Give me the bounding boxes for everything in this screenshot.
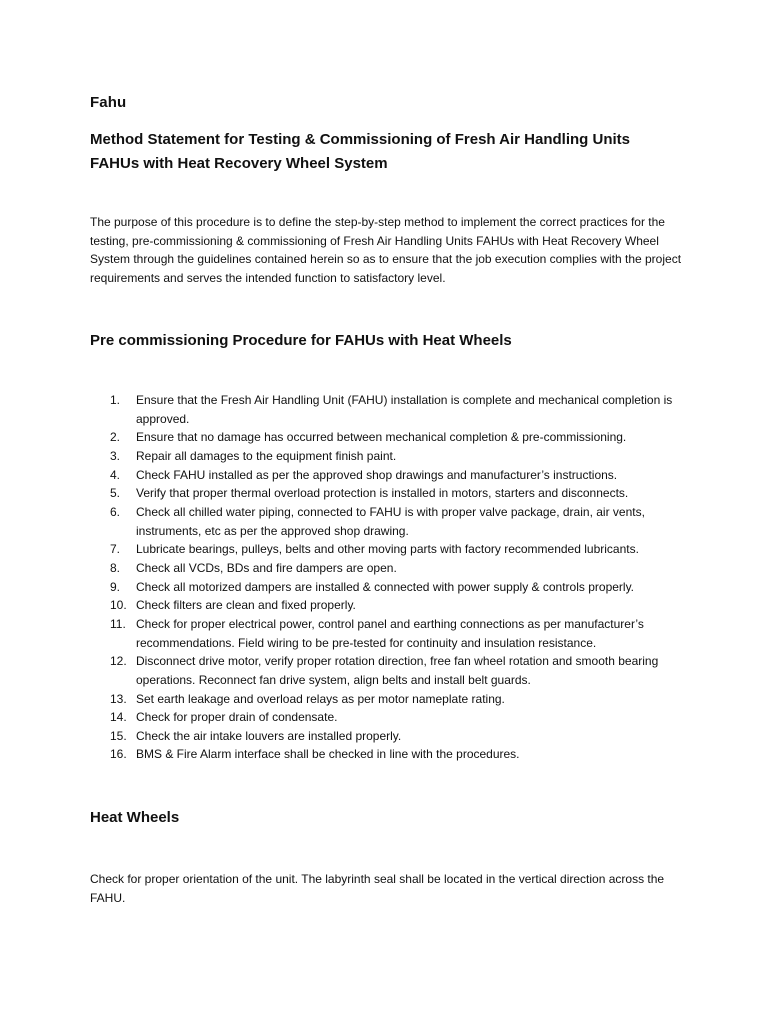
step-text: Check for proper drain of condensate.: [136, 710, 338, 725]
step-text: Disconnect drive motor, verify proper rotation direction, free fan wheel rotation and smooth bearing operations. Reconnect fan drive system, align belts and install belt guards.: [136, 654, 659, 687]
step-number: 9.: [110, 579, 121, 594]
step-number: 15.: [110, 728, 127, 743]
step-text: Check the air intake louvers are installed properly.: [136, 728, 402, 743]
step-number: 12.: [110, 654, 127, 669]
precommissioning-step: [90, 484, 690, 503]
step-text: Repair all damages to the equipment finish paint.: [136, 448, 397, 463]
step-number: 13.: [110, 691, 127, 706]
step-number: 7.: [110, 542, 121, 557]
step-number: 6.: [110, 504, 121, 519]
precommissioning-step: [90, 540, 690, 559]
precommissioning-step: [90, 428, 690, 447]
step-number: 14.: [110, 710, 127, 725]
heat-wheels-heading: Heat Wheels: [90, 809, 180, 826]
precommissioning-step: [90, 708, 690, 727]
step-number: 8.: [110, 560, 121, 575]
step-number: 11.: [110, 616, 126, 631]
step-text: Check all motorized dampers are installed & connected with power supply & controls properly.: [136, 579, 635, 594]
precommissioning-step: [90, 559, 690, 578]
precommissioning-step: [90, 503, 690, 540]
step-text: Check for proper electrical power, control panel and earthing connections as per manufacturer’s recommendations. Field wiring to be pre-tested for continuity and insulation resistance.: [136, 616, 644, 650]
precommissioning-step: [90, 466, 690, 485]
precommissioning-step: [90, 652, 690, 689]
step-text: Check all VCDs, BDs and fire dampers are open.: [136, 560, 397, 575]
purpose-paragraph: The purpose of this procedure is to define the step-by-step method to implement the correct practices for the testing, pre-commissioning & commissioning of Fresh Air Handling Units FAHUs with Heat Recovery Wheel System through the guidelines contained herein so as to ensure that the job execution complies with the project requirements and serves the intended function to satisfactory level.: [90, 215, 682, 286]
step-text: Check filters are clean and fixed properly.: [136, 598, 356, 613]
precommissioning-step: [90, 596, 690, 615]
step-text: BMS & Fire Alarm interface shall be checked in line with the procedures.: [136, 747, 520, 762]
precommissioning-step: [90, 447, 690, 466]
step-number: 3.: [110, 448, 121, 463]
precommissioning-step: [90, 690, 690, 709]
step-number: 2.: [110, 430, 121, 445]
precommissioning-step: [90, 578, 690, 597]
step-number: 16.: [110, 747, 127, 762]
step-text: Check FAHU installed as per the approved shop drawings and manufacturer’s instructions.: [136, 467, 618, 482]
precommissioning-steps-list: [90, 391, 690, 764]
step-number: 10.: [110, 598, 127, 613]
precommissioning-step: [90, 615, 690, 652]
document-title-line-1: Method Statement for Testing & Commissioning of Fresh Air Handling Units: [90, 131, 631, 148]
step-text: Ensure that no damage has occurred between mechanical completion & pre-commissioning.: [136, 430, 627, 445]
step-number: 5.: [110, 486, 121, 501]
step-text: Set earth leakage and overload relays as per motor nameplate rating.: [136, 691, 505, 706]
step-text: Check all chilled water piping, connected to FAHU is with proper valve package, drain, air vents, instruments, etc as per the approved shop drawing.: [136, 504, 645, 538]
document-title: [90, 128, 710, 176]
step-text: Lubricate bearings, pulleys, belts and other moving parts with factory recommended lubricants.: [136, 542, 639, 557]
document-short-title: Fahu: [90, 94, 127, 111]
heat-wheels-paragraph: Check for proper orientation of the unit. The labyrinth seal shall be located in the vertical direction across the FAHU.: [90, 872, 665, 905]
precommissioning-step: [90, 745, 690, 764]
precommissioning-step: [90, 727, 690, 746]
document-title-line-2: FAHUs with Heat Recovery Wheel System: [90, 155, 388, 172]
step-text: Ensure that the Fresh Air Handling Unit (FAHU) installation is complete and mechanical completion is approved.: [136, 393, 673, 426]
precommissioning-step: [90, 391, 690, 428]
step-number: 4.: [110, 467, 121, 482]
step-number: 1.: [110, 393, 121, 407]
step-text: Verify that proper thermal overload protection is installed in motors, starters and disconnects.: [136, 486, 629, 501]
precommissioning-heading: Pre commissioning Procedure for FAHUs with Heat Wheels: [90, 332, 512, 349]
